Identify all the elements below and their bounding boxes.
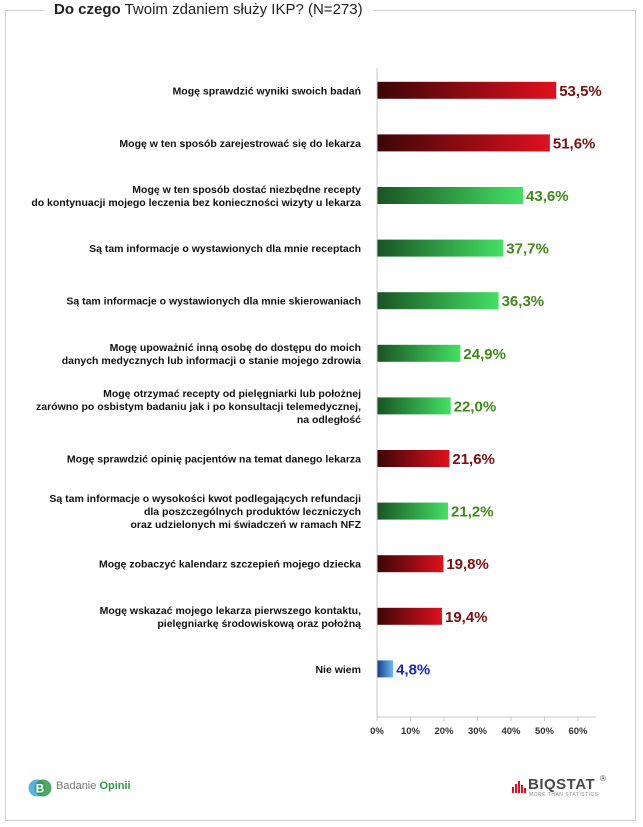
bar [378, 555, 444, 572]
category-label-line: Są tam informacje o wystawionych dla mnie receptach [89, 243, 361, 256]
bar [378, 240, 504, 257]
bar [378, 608, 442, 625]
category-label [119, 138, 361, 150]
category-label [49, 493, 361, 531]
category-label-line: do kontynuacji mojego leczenia bez konieczności wizyty u lekarza [31, 197, 361, 209]
category-label [99, 559, 361, 571]
category-label [173, 85, 361, 97]
bar-value-label: 51,6% [552, 135, 596, 153]
x-tick-label: 50% [534, 726, 555, 737]
x-tick-label: 40% [501, 726, 521, 737]
category-label-line: danych medycznych lub informacji o stanie mojego zdrowia [61, 354, 361, 367]
badanie-opinii-logo [28, 776, 158, 802]
category-label-line: Są tam informacje o wystawionych dla mnie skierowaniach [66, 295, 361, 308]
bar-value-label: 43,6% [526, 188, 569, 205]
bar [378, 82, 557, 99]
category-label-line: Mogę wskazać mojego lekarza pierwszego kontaktu, [99, 604, 361, 617]
biostat-logo-icon [512, 779, 526, 793]
category-label [66, 296, 361, 308]
x-tick-label: 30% [467, 726, 488, 737]
chart-title-rest: Twoim zdaniem służy IKP? (N=273) [120, 1, 363, 18]
category-label [36, 388, 361, 426]
x-tick-label: 60% [568, 726, 588, 737]
biostat-logo-tagline: MORE THAN STATISTICS [529, 792, 599, 798]
category-label [62, 342, 361, 367]
badanie-opinii-logo-text: Badanie Opinii [56, 780, 131, 792]
bar-value-label: 21,2% [451, 503, 494, 521]
bar-value-label: 24,9% [463, 345, 506, 363]
category-label-line: Mogę upoważnić inną osobę do dostępu do moich [109, 341, 361, 354]
category-label [31, 184, 361, 209]
bar-value-label: 53,5% [559, 82, 602, 100]
bar-value-label: 4,8% [396, 661, 431, 679]
category-label [100, 605, 362, 630]
biostat-logo-registered: ® [600, 774, 606, 783]
bar-value-label: 19,4% [444, 608, 488, 626]
x-tick-label: 20% [434, 726, 454, 737]
bar [378, 187, 524, 204]
bar-value-label: 21,6% [452, 451, 495, 468]
bar-value-label: 19,8% [446, 556, 489, 574]
bar [378, 134, 550, 151]
category-label [89, 243, 361, 255]
bar [378, 450, 450, 467]
category-label-line: Mogę otrzymać recepty od pielęgniarki lub położnej [103, 387, 361, 400]
biostat-logo [512, 776, 612, 802]
chart-title-bold: Do czego [54, 1, 121, 18]
bar-value-label: 22,0% [453, 398, 497, 416]
category-label-line: oraz udzielonych mi świadczeń w ramach NFZ [130, 519, 361, 532]
bar [378, 292, 499, 309]
bar-value-label: 37,7% [506, 240, 549, 258]
category-label [315, 664, 361, 676]
category-label-line: na odległość [296, 413, 361, 426]
category-label-line: Mogę zobaczyć kalendarz szczepień mojego dziecka [98, 558, 361, 571]
x-tick-label: 10% [400, 726, 421, 737]
bar [378, 345, 461, 362]
svg-text:B: B [35, 781, 45, 796]
bar [378, 660, 394, 677]
category-label-line: Mogę w ten sposób dostać niezbędne recepty [132, 184, 361, 196]
badanie-opinii-logo-icon [28, 776, 52, 800]
category-label-line: zarówno po osbistym badaniu jak i po konsultacji telemedycznej, [36, 400, 361, 413]
category-label [67, 454, 361, 466]
x-tick-label: 0% [370, 726, 384, 737]
bar [378, 397, 451, 414]
biostat-logo-name: BIQSTAT [528, 776, 596, 793]
bar [378, 503, 449, 520]
category-label-line: Mogę sprawdzić opinię pacjentów na temat danego lekarza [66, 453, 361, 466]
category-label-line: Nie wiem [315, 663, 361, 676]
bar-value-label: 36,3% [501, 293, 545, 311]
category-label-line: Są tam informacje o wysokości kwot podlegających refundacji [49, 493, 361, 506]
category-label-line: Mogę sprawdzić wyniki swoich badań [172, 85, 361, 98]
category-label-line: Mogę w ten sposób zarejestrować się do lekarza [119, 137, 361, 150]
category-label-line: pielęgniarkę środowiskową oraz położną [157, 617, 361, 630]
category-label-line: dla poszczególnych produktów leczniczych [143, 506, 361, 519]
